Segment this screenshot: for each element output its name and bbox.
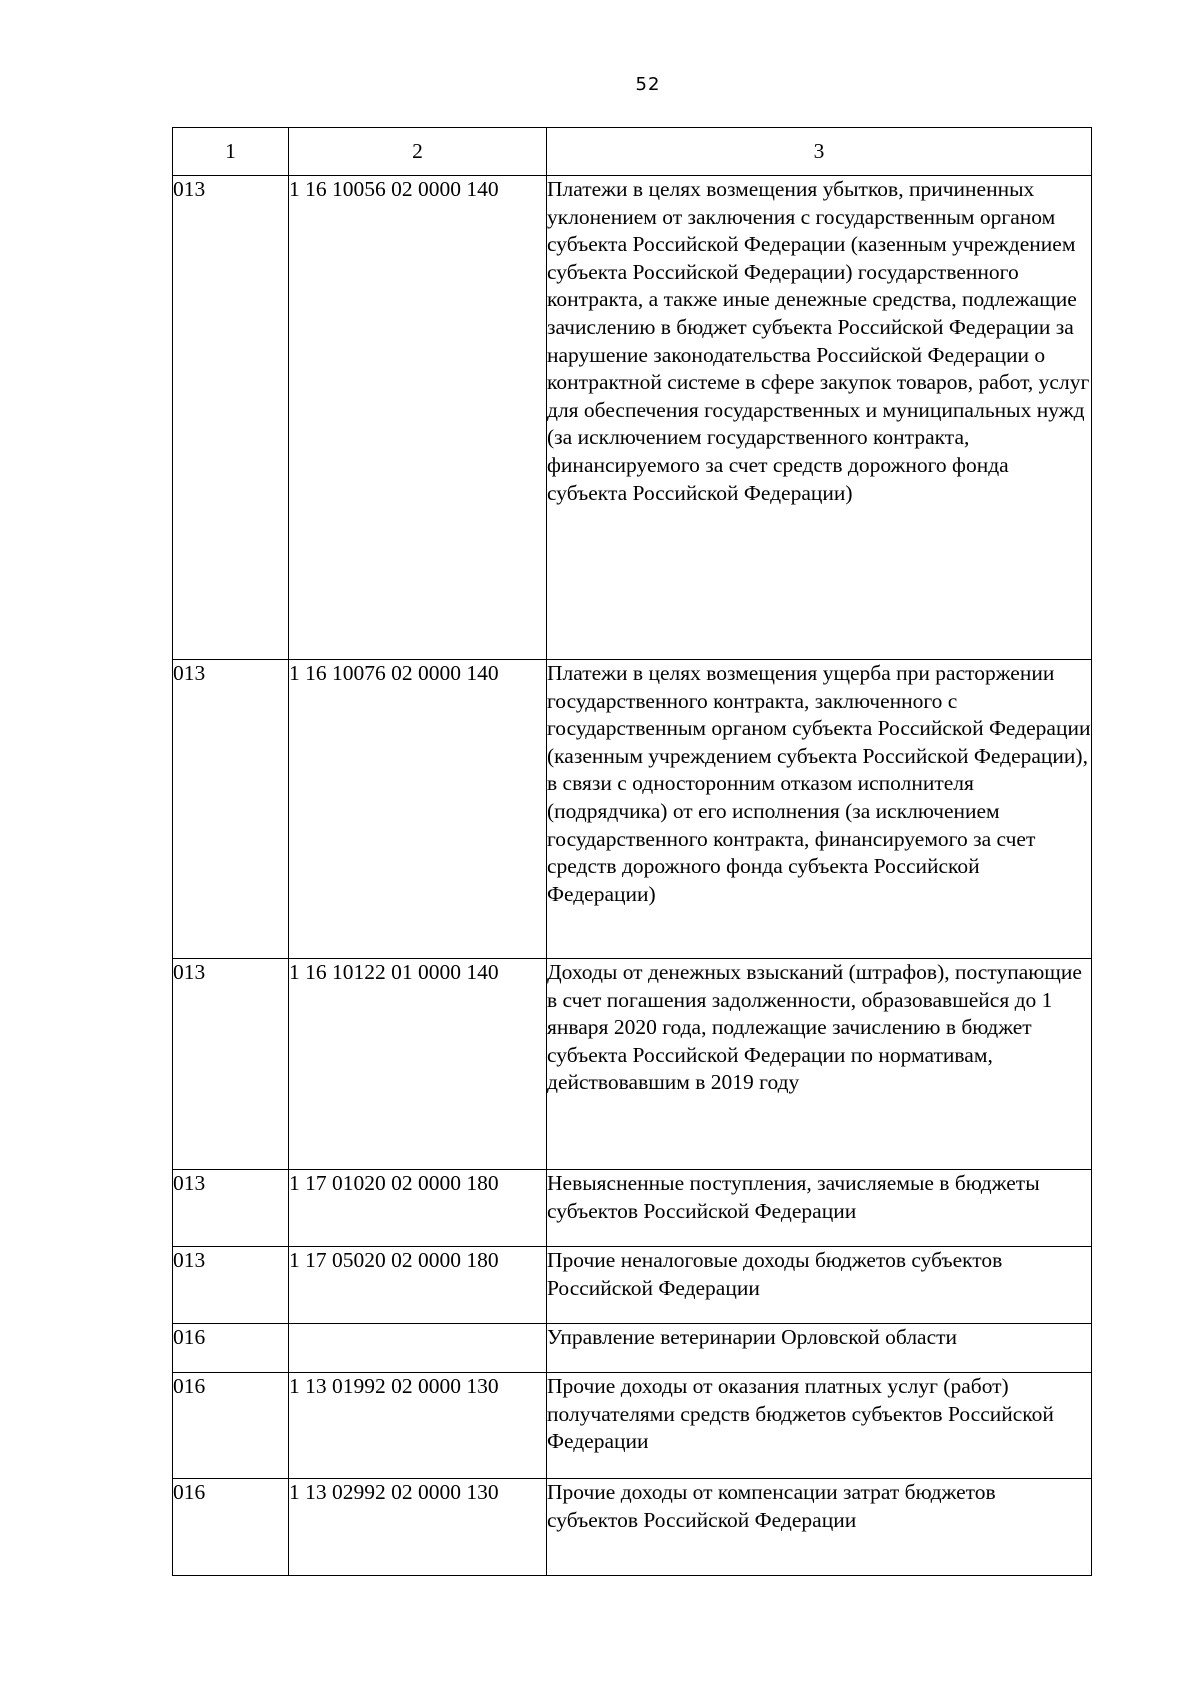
table-row	[173, 1373, 1092, 1479]
admin-code-cell: 016	[173, 1373, 289, 1479]
admin-code-cell: 013	[173, 1170, 289, 1247]
table-row	[173, 1247, 1092, 1324]
admin-code-cell: 016	[173, 1479, 289, 1576]
table-header-row	[173, 128, 1092, 176]
description-cell: Прочие неналоговые доходы бюджетов субъектов Российской Федерации	[547, 1247, 1092, 1324]
kbk-code-cell	[289, 1324, 547, 1373]
kbk-code-cell: 1 16 10076 02 0000 140	[289, 660, 547, 959]
description-cell: Невыясненные поступления, зачисляемые в бюджеты субъектов Российской Федерации	[547, 1170, 1092, 1247]
table-row	[173, 959, 1092, 1170]
kbk-code-cell: 1 16 10056 02 0000 140	[289, 176, 547, 660]
admin-code-cell: 013	[173, 1247, 289, 1324]
table-row	[173, 660, 1092, 959]
page-number: 52	[635, 74, 661, 95]
kbk-code-cell: 1 13 02992 02 0000 130	[289, 1479, 547, 1576]
table-row	[173, 1479, 1092, 1576]
description-cell: Платежи в целях возмещения убытков, причиненных уклонением от заключения с государственным органом субъекта Российской Федерации (казенным учреждением субъекта Российской Федерации) государственного контракта, а также иные денежные средства, подлежащие зачислению в бюджет субъекта Российской Федерации за нарушение законодательства Российской Федерации о контрактной системе в сфере закупок товаров, работ, услуг для обеспечения государственных и муниципальных нужд (за исключением государственного контракта, финансируемого за счет средств дорожного фонда субъекта Российской Федерации)	[547, 176, 1092, 660]
admin-code-cell: 013	[173, 660, 289, 959]
kbk-code-cell: 1 13 01992 02 0000 130	[289, 1373, 547, 1479]
description-cell: Платежи в целях возмещения ущерба при расторжении государственного контракта, заключенного с государственным органом субъекта Российской Федерации (казенным учреждением субъекта Российской Федерации), в связи с односторонним отказом исполнителя (подрядчика) от его исполнения (за исключением государственного контракта, финансируемого за счет средств дорожного фонда субъекта Российской Федерации)	[547, 660, 1092, 959]
admin-code-cell: 013	[173, 959, 289, 1170]
description-cell: Управление ветеринарии Орловской области	[547, 1324, 1092, 1373]
table-row	[173, 1324, 1092, 1373]
table-row	[173, 176, 1092, 660]
admin-code-cell: 013	[173, 176, 289, 660]
column-header-2: 2	[289, 128, 547, 176]
description-cell: Доходы от денежных взысканий (штрафов), поступающие в счет погашения задолженности, образовавшейся до 1 января 2020 года, подлежащие зачислению в бюджет субъекта Российской Федерации по нормативам, действовавшим в 2019 году	[547, 959, 1092, 1170]
kbk-code-cell: 1 16 10122 01 0000 140	[289, 959, 547, 1170]
revenue-codes-table	[172, 127, 1092, 1576]
column-header-3: 3	[547, 128, 1092, 176]
table-row	[173, 1170, 1092, 1247]
description-cell: Прочие доходы от компенсации затрат бюджетов субъектов Российской Федерации	[547, 1479, 1092, 1576]
admin-code-cell: 016	[173, 1324, 289, 1373]
kbk-code-cell: 1 17 05020 02 0000 180	[289, 1247, 547, 1324]
kbk-code-cell: 1 17 01020 02 0000 180	[289, 1170, 547, 1247]
column-header-1: 1	[173, 128, 289, 176]
description-cell: Прочие доходы от оказания платных услуг (работ) получателями средств бюджетов субъектов Российской Федерации	[547, 1373, 1092, 1479]
